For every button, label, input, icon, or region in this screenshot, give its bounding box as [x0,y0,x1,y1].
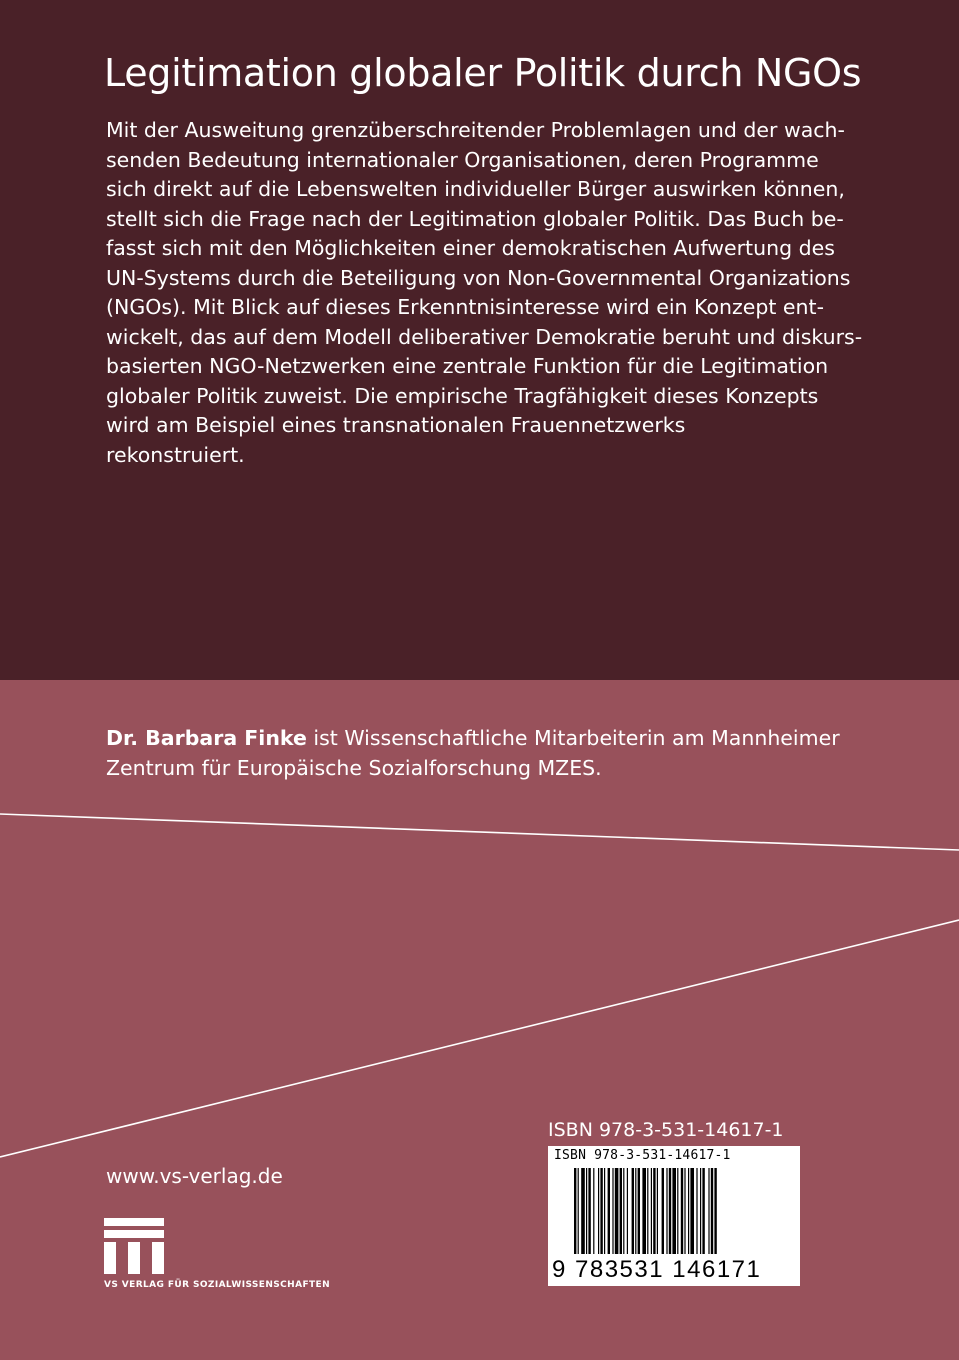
blurb-line: Mit der Ausweitung grenzüberschreitender Problemlagen und der wach- [106,118,845,142]
barcode-bar [688,1168,689,1254]
author-name: Dr. Barbara Finke [106,726,307,750]
barcode-bar [677,1168,678,1254]
barcode-bar [647,1168,648,1254]
barcode-bar [635,1168,636,1254]
decorative-line-lower [0,920,959,1157]
barcode-bar [593,1168,594,1254]
barcode-bar [604,1168,605,1254]
publisher-logo-icon [104,1218,164,1274]
book-blurb [106,116,863,470]
barcode-digits: 9 783531 146171 [552,1256,762,1283]
blurb-line: (NGOs). Mit Blick auf dieses Erkenntnisinteresse wird ein Konzept ent- [106,295,824,319]
barcode-bar [578,1168,579,1254]
barcode-bar [581,1168,585,1254]
decorative-line-upper [0,814,959,850]
blurb-line: basierten NGO-Netzwerken eine zentrale Funktion für die Legitimation [106,354,829,378]
barcode-bar [681,1168,683,1254]
barcode-bar [702,1168,704,1254]
isbn-label: ISBN 978-3-531-14617-1 [548,1119,784,1141]
barcode-bar [651,1168,652,1254]
author-bio [106,724,906,783]
barcode-bar [684,1168,685,1254]
barcode-bar [588,1168,590,1254]
barcode-bar [632,1168,634,1254]
barcode-bar [662,1168,664,1254]
author-bio-line2: Zentrum für Europäische Sozialforschung MZES. [106,755,602,780]
blurb-line: sich direkt auf die Lebenswelten individueller Bürger auswirken können, [106,177,845,201]
barcode-bar [700,1168,701,1254]
publisher-name: VS VERLAG FÜR SOZIALWISSENSCHAFTEN [104,1280,331,1290]
barcode-bar [672,1168,676,1254]
blurb-line: fasst sich mit den Möglichkeiten einer demokratischen Aufwertung des [106,236,835,260]
barcode-bar [608,1168,610,1254]
barcode [548,1146,800,1286]
barcode-bar [642,1168,646,1254]
barcode-bar [600,1168,602,1254]
barcode-bar [620,1168,622,1254]
blurb-line: senden Bedeutung internationaler Organisationen, deren Programme [106,147,819,172]
barcode-bar [574,1168,576,1254]
barcode-bar [653,1168,655,1254]
blurb-line: wird am Beispiel eines transnationalen Frauennetzwerks [106,413,686,437]
publisher-website[interactable]: www.vs-verlag.de [106,1164,283,1188]
barcode-isbn-text: ISBN 978-3-531-14617-1 [554,1148,731,1163]
blurb-line: rekonstruiert. [106,442,245,467]
blurb-line: wickelt, das auf dem Modell deliberativer Demokratie beruht und diskurs- [106,324,863,349]
book-title: Legitimation globaler Politik durch NGOs [104,51,862,95]
barcode-bar [623,1168,624,1254]
barcode-bar [638,1168,640,1254]
barcode-bar [586,1168,587,1254]
barcode-bar [627,1168,628,1254]
barcode-bar [708,1168,709,1254]
blurb-line: globaler Politik zuweist. Die empirische Tragfähigkeit dieses Konzepts [106,383,819,408]
barcode-bar [696,1168,697,1254]
barcode-bar [711,1168,713,1254]
barcode-bar [615,1168,619,1254]
barcode-bar [657,1168,658,1254]
blurb-line: UN-Systems durch die Beteiligung von Non-Governmental Organizations [106,265,851,290]
barcode-bar [598,1168,599,1254]
barcode-bar [612,1168,613,1254]
barcode-bar [666,1168,667,1254]
author-bio-line1: ist Wissenschaftliche Mitarbeiterin am Mannheimer [306,726,840,750]
barcode-bar [714,1168,716,1254]
barcode-bar [690,1168,694,1254]
blurb-line: stellt sich die Frage nach der Legitimation globaler Politik. Das Buch be- [106,206,844,231]
barcode-bar [669,1168,671,1254]
